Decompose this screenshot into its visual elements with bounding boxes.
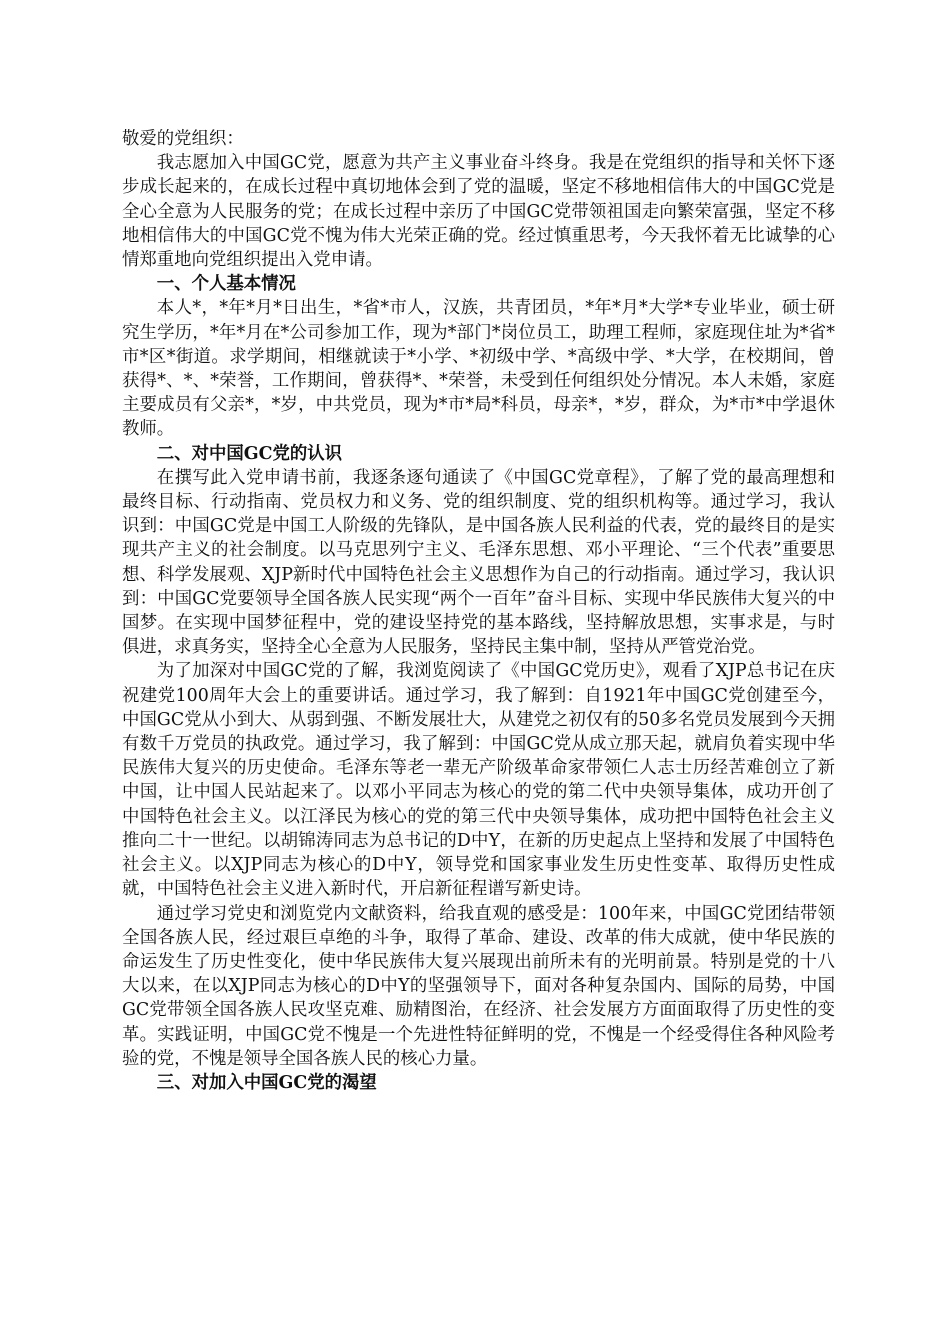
section-heading-understanding: 二、对中国GC党的认识 (156, 443, 343, 464)
personal-info-paragraph: 本人*，*年*月*日出生，*省*市人，汉族，共青团员，*年*月*大学*专业毕业，硕士研究生学历，*年*月在*公司参加工作，现为*部门*岗位员工，助理工程师，家庭现住址为*省*市*区*街道。求学期间，相继就读于*小学、*初级中学、*高级中学、*大学，在校期间，曾获得*、*、*荣誉，工作期间，曾获得*、*荣誉，未受到任何组织处分情况。本人未婚，家庭主要成员有父亲*，*岁，中共党员，现为*市*局*科员，母亲*，*岁，群众，为*市*中学退休教师。 (122, 298, 835, 440)
understanding-paragraph-3: 通过学习党史和浏览党内文献资料，给我直观的感受是：100年来，中国GC党团结带领全国各族人民，经过艰巨卓绝的斗争，取得了革命、建设、改革的伟大成就，使中华民族的命运发生了历史性变化，使中华民族伟大复兴展现出前所未有的光明前景。特别是党的十八大以来，在以XJP同志为核心的D中Y的坚强领导下，面对各种复杂国内、国际的局势，中国GC党带领全国各族人民攻坚克难、励精图治，在经济、社会发展方方面面取得了历史性的变革。实践证明，中国GC党不愧是一个先进性特征鲜明的党，不愧是一个经受得住各种风险考验的党，不愧是领导全国各族人民的核心力量。 (122, 903, 835, 1069)
document-page (122, 127, 835, 1095)
intro-paragraph: 我志愿加入中国GC党，愿意为共产主义事业奋斗终身。我是在党组织的指导和关怀下逐步成长起来的，在成长过程中真切地体会到了党的温暖，坚定不移地相信伟大的中国GC党是全心全意为人民服务的党；在成长过程中亲历了中国GC党带领祖国走向繁荣富强，坚定不移地相信伟大的中国GC党不愧为伟大光荣正确的党。经过慎重思考，今天我怀着无比诚挚的心情郑重地向党组织提出入党申请。 (122, 153, 835, 271)
section-heading-aspiration: 三、对加入中国GC党的渴望 (156, 1072, 377, 1093)
understanding-paragraph-2: 为了加深对中国GC党的了解，我浏览阅读了《中国GC党历史》，观看了XJP总书记在庆祝建党100周年大会上的重要讲话。通过学习，我了解到：自1921年中国GC党创建至今，中国GC党从小到大、从弱到强、不断发展壮大，从建党之初仅有的50多名党员发展到今天拥有数千万党员的执政党。通过学习，我了解到：中国GC党从成立那天起，就肩负着实现中华民族伟大复兴的历史使命。毛泽东等老一辈无产阶级革命家带领仁人志士历经苦难创立了新中国，让中国人民站起来了。以邓小平同志为核心的党的第二代中央领导集体，成功开创了中国特色社会主义。以江泽民为核心的党的第三代中央领导集体，成功把中国特色社会主义推向二十一世纪。以胡锦涛同志为总书记的D中Y，在新的历史起点上坚持和发展了中国特色社会主义。以XJP同志为核心的D中Y，领导党和国家事业发生历史性变革、取得历史性成就，中国特色社会主义进入新时代，开启新征程谱写新史诗。 (122, 661, 835, 900)
salutation: 敬爱的党组织： (122, 129, 244, 149)
section-heading-personal-info: 一、个人基本情况 (156, 274, 296, 295)
understanding-paragraph-1: 在撰写此入党申请书前，我逐条逐句通读了《中国GC党章程》，了解了党的最高理想和最终目标、行动指南、党员权力和义务、党的组织制度、党的组织机构等。通过学习，我认识到：中国GC党是中国工人阶级的先锋队，是中国各族人民利益的代表，党的最终目的是实现共产主义的社会制度。以马克思列宁主义、毛泽东思想、邓小平理论、“三个代表”重要思想、科学发展观、XJP新时代中国特色社会主义思想作为自己的行动指南。通过学习，我认识到：中国GC党要领导全国各族人民实现“两个一百年”奋斗目标、实现中华民族伟大复兴的中国梦。在实现中国梦征程中，党的建设坚持党的基本路线，坚持解放思想，实事求是，与时俱进，求真务实，坚持全心全意为人民服务，坚持民主集中制，坚持从严管党治党。 (122, 467, 835, 658)
